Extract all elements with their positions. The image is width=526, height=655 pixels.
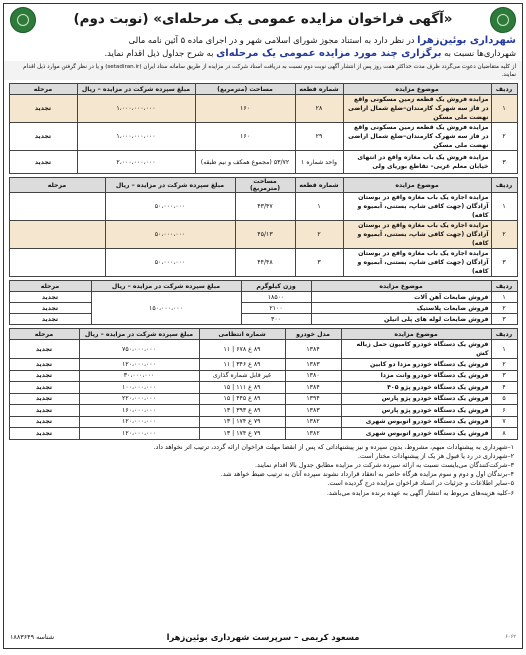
row-weight: ۳۰۰ [241, 314, 311, 325]
row-subject: فروش ضایعات پلاستیک [311, 303, 491, 314]
row-model: ۱۳۸۲ [285, 416, 341, 428]
table-row [9, 292, 517, 303]
note-item: ۳–شرکت‌کنندگان می‌بایست نسبت به ارائه سپرده شرکت در مزایده مطابق جدول بالا اقدام نمایند. [254, 460, 514, 469]
row-subject: فروش یک دستگاه خودرو کامیون حمل زباله کش [341, 340, 491, 359]
row-deposit: ۵۰،۰۰۰،۰۰۰ [105, 221, 235, 249]
table-row [9, 359, 517, 371]
signature: مسعود کریمی – سرپرست شهرداری بوئین‌زهرا [166, 632, 360, 642]
row-idx: ۷ [491, 416, 517, 428]
row-plate: غیر قابل شماره گذاری [199, 370, 285, 382]
note-item: ۲–شهرداری در رد یا قبول هر یک از پیشنهادات مختار است. [357, 451, 514, 460]
row-subject: فروش یک دستگاه خودرو وانت مزدا [341, 370, 491, 382]
row-area: ۴۵/۱۳ [235, 221, 295, 249]
row-deposit: ۳۰،۰۰۰،۰۰۰ [79, 370, 199, 382]
col-idx: ردیف [491, 84, 517, 95]
col-stage: مرحله [9, 329, 79, 340]
row-subject: مزایده فروش یک قطعه زمین مسکونی واقع در فاز سه شهرک کارمندان–ضلع شمال اراضی نهضت ملی مسکن [343, 95, 491, 123]
row-model: ۱۳۸۴ [285, 340, 341, 359]
col-subject: موضوع مزایده [343, 178, 491, 193]
header [4, 4, 522, 34]
row-plot: ۲۹ [295, 123, 343, 151]
col-area: مساحت (مترمربع) [195, 84, 295, 95]
municipality-logo-icon [490, 7, 516, 33]
col-area: مساحت (مترمربع) [235, 178, 295, 193]
row-plate: ۸۹ ع ۴۴۵ | ۱۵ [199, 393, 285, 405]
col-subject: موضوع مزایده [343, 84, 491, 95]
table-row [9, 340, 517, 359]
intro-highlight: برگزاری چند مورد مزایده عمومی یک مرحله‌ای [216, 48, 442, 59]
intro-line-1: در نظر دارد به استناد مجوز شورای اسلامی شهر و در اجرای ماده ۵ آئین نامه مالی [128, 35, 418, 45]
row-deposit: ۵۰،۰۰۰،۰۰۰ [105, 193, 235, 221]
shop-rent-table [9, 177, 518, 277]
row-deposit: ۵۰،۰۰۰،۰۰۰ [105, 249, 235, 277]
row-stage: تجدید [9, 292, 91, 303]
row-subject: مزایده فروش یک قطعه زمین مسکونی واقع در فاز سه شهرک کارمندان–ضلع شمال اراضی نهضت ملی مسکن [343, 123, 491, 151]
row-deposit: ۱۰۰،۰۰۰،۰۰۰ [79, 382, 199, 394]
row-plot: ۲۸ [295, 95, 343, 123]
page-title: «آگهی فراخوان مزایده عمومی یک مرحله‌ای» (نوبت دوم) [73, 11, 453, 27]
row-idx: ۱ [491, 340, 517, 359]
row-subject: فروش یک دستگاه خودرو پژو پارس [341, 405, 491, 417]
row-model: ۱۳۹۴ [285, 393, 341, 405]
row-idx: ۱ [491, 95, 517, 123]
col-deposit: مبلغ سپرده شرکت در مزایده – ریال [91, 281, 241, 292]
col-plate: شماره انتظامی [199, 329, 285, 340]
row-idx: ۳ [491, 249, 517, 277]
row-plate: ۸۹ ع ۱۱۱ | ۱۵ [199, 382, 285, 394]
footer [10, 632, 516, 644]
note-item: ۴–برندگان اول و دوم و سوم مزایده هرگاه حاضر به انعقاد قرارداد نشوند سپرده آنان به ترتیب ضبط خواهد شد. [220, 470, 514, 479]
row-stage [9, 193, 105, 221]
row-stage: تجدید [9, 95, 77, 123]
col-subject: موضوع مزایده [341, 329, 491, 340]
table-header-row [9, 178, 517, 193]
table-row [9, 405, 517, 417]
notes-list [4, 440, 522, 498]
row-idx: ۱ [491, 193, 517, 221]
row-stage: تجدید [9, 428, 79, 440]
table-row [9, 151, 517, 174]
row-plate: ۸۹ ع ۳۴۶ | ۱۱ [199, 359, 285, 371]
municipality-logo-icon [10, 7, 36, 33]
col-stage: مرحله [9, 281, 91, 292]
row-deposit: ۱۶۰،۰۰۰،۰۰۰ [79, 405, 199, 417]
row-model: ۱۳۸۰ [285, 370, 341, 382]
row-idx: ۲ [491, 123, 517, 151]
row-subject: فروش ضایعات لوله های پلی اتیلن [311, 314, 491, 325]
org-name: شهرداری بوئین‌زهرا [417, 35, 516, 46]
row-plot: ۱ [295, 193, 343, 221]
row-deposit: ۱۵۰،۰۰۰،۰۰۰ [91, 292, 241, 325]
row-deposit: ۱،۰۰۰،۰۰۰،۰۰۰ [77, 95, 195, 123]
row-stage: تجدید [9, 151, 77, 174]
note-item: ۵–سایر اطلاعات و جزئیات در اسناد فراخوان مزایده درج گردیده است. [327, 479, 514, 488]
row-area: ۱۶۰ [195, 123, 295, 151]
row-stage: تجدید [9, 303, 91, 314]
col-plot: شماره قطعه [295, 178, 343, 193]
row-deposit: ۱۲۰،۰۰۰،۰۰۰ [79, 359, 199, 371]
row-stage [9, 249, 105, 277]
col-idx: ردیف [491, 281, 517, 292]
row-plate: ۷۹ ع ۱۷۴ | ۱۳ [199, 416, 285, 428]
row-model: ۱۳۸۴ [285, 382, 341, 394]
table-row [9, 370, 517, 382]
table-header-row [9, 329, 517, 340]
row-subject: فروش یک دستگاه خودرو پژو ۴۰۵ [341, 382, 491, 394]
row-stage: تجدید [9, 340, 79, 359]
row-idx: ۴ [491, 382, 517, 394]
row-area: ۴۴/۴۸ [235, 249, 295, 277]
col-deposit: مبلغ سپرده شرکت در مزایده – ریال [77, 84, 195, 95]
row-deposit: ۱۲۰،۰۰۰،۰۰۰ [79, 428, 199, 440]
scrap-sale-table [9, 280, 518, 325]
row-deposit: ۲۲۰،۰۰۰،۰۰۰ [79, 393, 199, 405]
notice-id: شناسه ۱۸۸۳۶۴۹ [10, 633, 55, 641]
col-idx: ردیف [491, 178, 517, 193]
row-subject: مزایده فروش یک باب مغازه واقع در انتهای خیابان معلم غربی– تقاطع بوریای ولی [343, 151, 491, 174]
table-row [9, 221, 517, 249]
col-plot: شماره قطعه [295, 84, 343, 95]
table-row [9, 249, 517, 277]
row-idx: ۳ [491, 151, 517, 174]
row-model: ۱۳۸۳ [285, 359, 341, 371]
row-area: ۵۳/۷۲ (مجموع همکف و نیم طبقه) [195, 151, 295, 174]
row-subject: فروش یک دستگاه خودرو اتوبوس شهری [341, 416, 491, 428]
col-subject: موضوع مزایده [311, 281, 491, 292]
row-stage: تجدید [9, 314, 91, 325]
vehicle-sale-table [9, 328, 518, 440]
row-stage: تجدید [9, 405, 79, 417]
col-idx: ردیف [491, 329, 517, 340]
notice-page [3, 3, 523, 649]
row-idx: ۱ [491, 292, 517, 303]
row-subject: فروش یک دستگاه خودرو اتوبوس شهری [341, 428, 491, 440]
row-plate: ۸۹ ع ۳۹۳ | ۱۳ [199, 405, 285, 417]
table-header-row [9, 84, 517, 95]
col-deposit: مبلغ سپرده شرکت در مزایده – ریال [105, 178, 235, 193]
col-stage: مرحله [9, 84, 77, 95]
land-sale-table [9, 83, 518, 174]
row-plot: ۲ [295, 221, 343, 249]
row-idx: ۲ [491, 359, 517, 371]
col-model: مدل خودرو [285, 329, 341, 340]
col-weight: وزن کیلوگرم [241, 281, 311, 292]
row-weight: ۲۱۰۰ [241, 303, 311, 314]
row-stage: تجدید [9, 123, 77, 151]
table-row [9, 193, 517, 221]
row-stage: تجدید [9, 370, 79, 382]
row-area: ۴۳/۴۷ [235, 193, 295, 221]
row-deposit: ۲،۰۰۰،۰۰۰،۰۰۰ [77, 151, 195, 174]
row-plate: ۸۹ ع ۶۷۸ | ۱۱ [199, 340, 285, 359]
row-stage: تجدید [9, 359, 79, 371]
row-plot: واحد شماره ۱ [295, 151, 343, 174]
row-subject: فروش ضایعات آهن آلات [311, 292, 491, 303]
intro-line-2a: شهرداری‌ها نسبت به [441, 48, 516, 58]
row-deposit: ۱۲۰،۰۰۰،۰۰۰ [79, 416, 199, 428]
row-subject: مزایده اجاره یک باب مغازه واقع در بوستان آزادگان (جهت کافی شاپ، بستنی، آبمیوه و کافه) [343, 221, 491, 249]
intro-paragraph [4, 34, 522, 60]
row-weight: ۱۸۵۰۰ [241, 292, 311, 303]
intro-line-2b: به شرح جداول ذیل اقدام نماید. [104, 48, 217, 58]
row-deposit: ۷۵۰،۰۰۰،۰۰۰ [79, 340, 199, 359]
row-idx: ۳ [491, 370, 517, 382]
row-stage: تجدید [9, 382, 79, 394]
table-row [9, 428, 517, 440]
col-deposit: مبلغ سپرده شرکت در مزایده – ریال [79, 329, 199, 340]
row-idx: ۲ [491, 303, 517, 314]
row-stage: تجدید [9, 416, 79, 428]
table-row [9, 303, 517, 314]
row-stage [9, 221, 105, 249]
table-row [9, 382, 517, 394]
row-plot: ۳ [295, 249, 343, 277]
table-row [9, 123, 517, 151]
row-idx: ۶ [491, 405, 517, 417]
note-item: ۶–کلیه هزینه‌های مربوط به انتشار آگهی به عهده برنده مزایده می‌باشد. [326, 488, 514, 497]
row-idx: ۸ [491, 428, 517, 440]
note-item: ۱–شهرداری به پیشنهادات مبهم، مشروط، بدون سپرده و نیز پیشنهاداتی که پس از انقضا مهلت فراخوان ارائه گردد، ترتیب اثر نخواهد داد. [153, 442, 514, 451]
row-idx: ۲ [491, 221, 517, 249]
row-model: ۱۳۸۳ [285, 405, 341, 417]
table-row [9, 393, 517, 405]
table-row [9, 416, 517, 428]
row-subject: مزایده اجاره یک باب مغازه واقع در بوستان آزادگان (جهت کافی شاپ، بستنی، آبمیوه و کافه) [343, 249, 491, 277]
row-subject: فروش یک دستگاه خودرو پژو پارس [341, 393, 491, 405]
row-idx: ۳ [491, 314, 517, 325]
row-subject: فروش یک دستگاه خودرو مزدا دو کابین [341, 359, 491, 371]
table-header-row [9, 281, 517, 292]
col-stage: مرحله [9, 178, 105, 193]
row-idx: ۵ [491, 393, 517, 405]
footer-code: ۶۰۶۲ [505, 634, 516, 640]
row-deposit: ۱،۰۰۰،۰۰۰،۰۰۰ [77, 123, 195, 151]
row-plate: ۷۹ ع ۱۷۴ | ۱۳ [199, 428, 285, 440]
row-subject: مزایده اجاره یک باب مغازه واقع در بوستان آزادگان (جهت کافی شاپ، بستنی، آبمیوه و کافه) [343, 193, 491, 221]
notice-line: از کلیه متقاضیان دعوت می‌گردد ظرف مدت حداکثر هفت روز پس از انتشار آگهی نوبت دوم نسبت به دریافت اسناد شرکت در مزایده از طریق سامانه ستاد ایران (setadiran.ir) و یا در نظر گرفتن موارد ذیل اقدام نمایند. [4, 61, 522, 80]
row-area: ۱۶۰ [195, 95, 295, 123]
table-row [9, 95, 517, 123]
row-model: ۱۳۸۲ [285, 428, 341, 440]
row-stage: تجدید [9, 393, 79, 405]
table-row [9, 314, 517, 325]
